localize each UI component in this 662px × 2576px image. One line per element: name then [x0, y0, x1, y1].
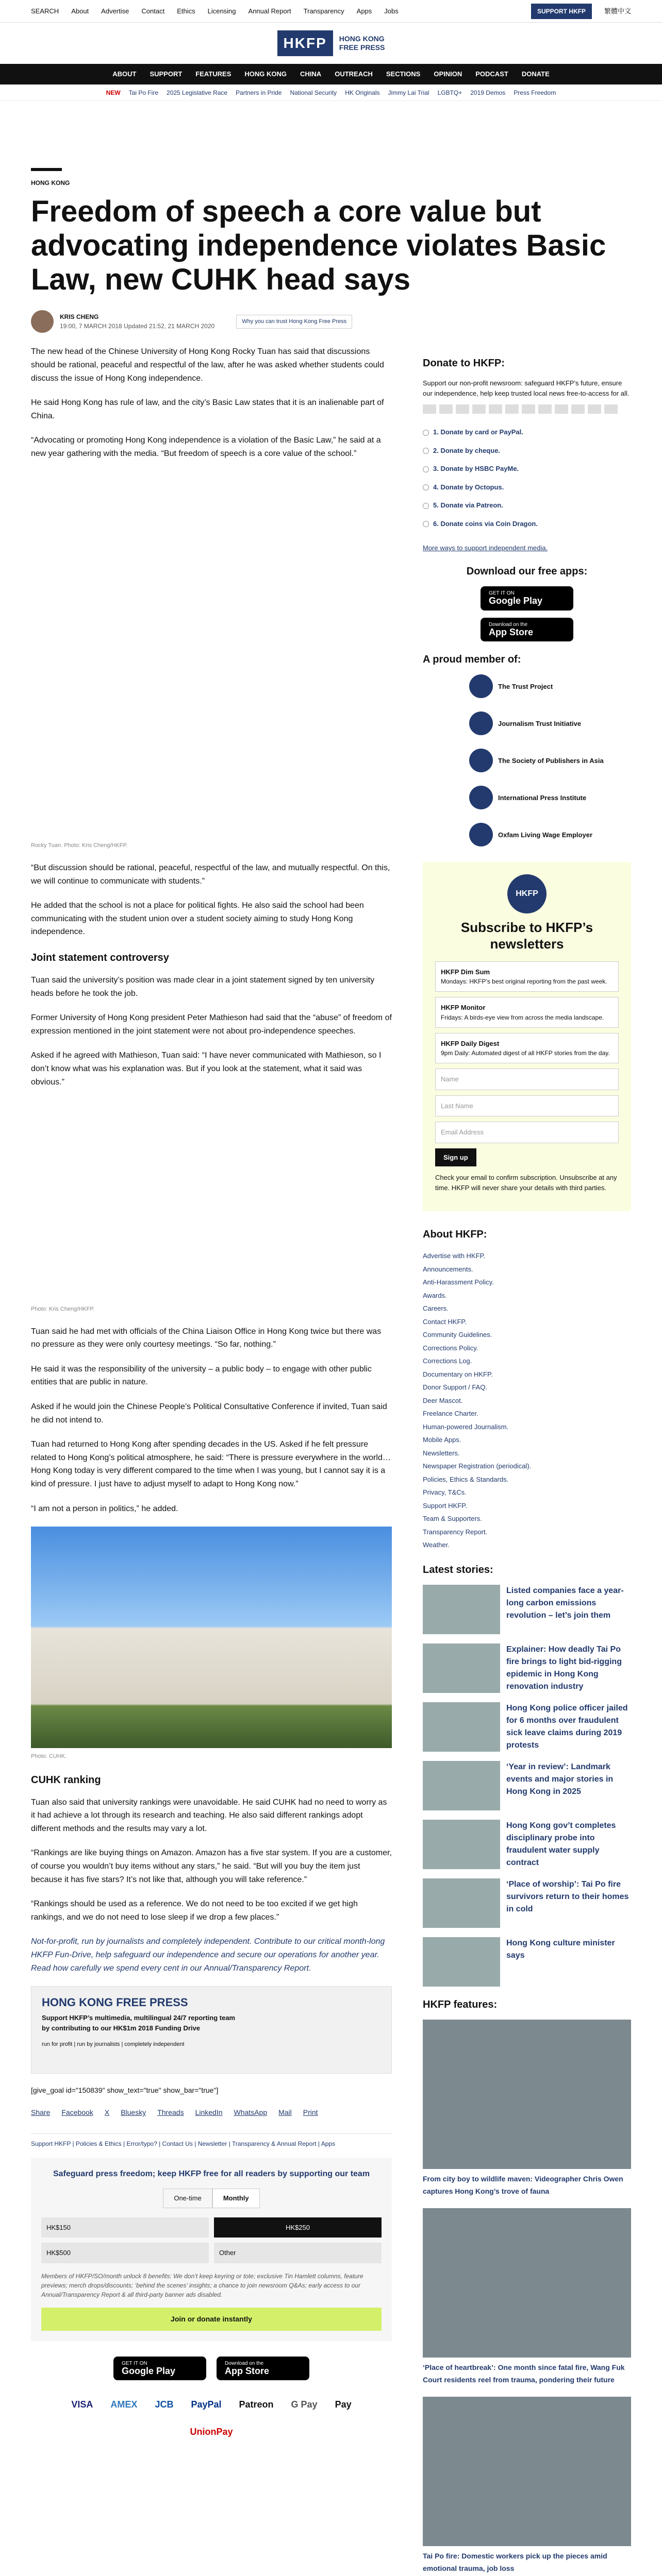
- latest-story[interactable]: ‘Year in review’: Landmark events and major stories in Hong Kong in 2025: [423, 1761, 631, 1810]
- topbar-link[interactable]: Contact: [141, 7, 165, 15]
- payment-methods: [57, 2396, 366, 2441]
- about-link[interactable]: Contact HKFP.: [423, 1317, 467, 1326]
- feature-image: [423, 2020, 631, 2169]
- tag-link[interactable]: Press Freedom: [514, 89, 556, 96]
- story-thumbnail: [423, 1878, 500, 1928]
- amount-option[interactable]: HK$150: [41, 2217, 209, 2238]
- share-mail[interactable]: Mail: [278, 2108, 292, 2117]
- about-link[interactable]: Announcements.: [423, 1265, 473, 1273]
- about-link[interactable]: Anti-Harassment Policy.: [423, 1278, 494, 1286]
- payment-icon: [604, 404, 618, 414]
- patreon-icon: Patreon: [239, 2399, 274, 2410]
- donate-method[interactable]: 3. Donate by HSBC PayMe.: [423, 460, 631, 478]
- article-dates: 19:00, 7 MARCH 2018 Updated 21:52, 21 MARCH 2020: [60, 323, 215, 330]
- nav-item[interactable]: ABOUT: [112, 70, 137, 78]
- language-toggle[interactable]: 繁體中文: [604, 7, 631, 15]
- paragraph: Asked if he would join the Chinese People’s Political Consultative Conference if invited, Tuan said he did not intend to.: [31, 1402, 387, 1425]
- about-link[interactable]: Newsletters.: [423, 1449, 460, 1457]
- member-trust-project[interactable]: The Trust Project: [469, 674, 631, 698]
- share-facebook[interactable]: Facebook: [61, 2108, 93, 2117]
- monthly-tab[interactable]: Monthly: [212, 2189, 260, 2208]
- latest-story[interactable]: Explainer: How deadly Tai Po fire brings to light bid-rigging epidemic in Hong Kong renovation industry: [423, 1643, 631, 1693]
- payment-icon: [571, 404, 585, 414]
- section-label[interactable]: HONG KONG: [31, 179, 70, 187]
- apple-pay-icon: Pay: [335, 2399, 352, 2410]
- more-ways-link[interactable]: More ways to support independent media.: [423, 544, 548, 552]
- nav-item[interactable]: OPINION: [434, 70, 462, 78]
- donate-method[interactable]: 1. Donate by card or PayPal.: [423, 423, 631, 442]
- story-thumbnail: [423, 1643, 500, 1693]
- share-linkedin[interactable]: LinkedIn: [195, 2108, 223, 2117]
- newsletter-title: Subscribe to HKFP’s newsletters: [460, 920, 593, 952]
- author-avatar: [31, 310, 54, 333]
- main-nav: [0, 64, 662, 84]
- topbar-link[interactable]: Annual Report: [248, 7, 291, 15]
- story-thumbnail: [423, 1937, 500, 1987]
- search-link[interactable]: SEARCH: [31, 7, 59, 15]
- paragraph: “Advocating or promoting Hong Kong independence is a violation of the Basic Law,” he said at a new year gathering with the media. “But freedom of speech is a core value of the school.”: [31, 436, 381, 458]
- share-x[interactable]: X: [104, 2108, 110, 2117]
- top-utility-bar: [0, 0, 662, 23]
- google-play-badge[interactable]: GET IT ON Google Play: [113, 2357, 206, 2381]
- amount-option[interactable]: HK$500: [41, 2243, 209, 2263]
- payment-icon: [588, 404, 601, 414]
- nav-item[interactable]: FEATURES: [195, 70, 231, 78]
- donate-widget: [31, 2158, 392, 2341]
- share-bar: [31, 2107, 392, 2118]
- about-link[interactable]: Team & Supporters.: [423, 1515, 482, 1523]
- sidebar-heading: Donate to HKFP:: [423, 358, 505, 369]
- about-link[interactable]: Privacy, T&Cs.: [423, 1488, 467, 1497]
- latest-story[interactable]: Hong Kong police officer jailed for 6 months over fraudulent sick leave claims during 2019 protests: [423, 1702, 631, 1752]
- nav-item[interactable]: PODCAST: [475, 70, 508, 78]
- new-badge: NEW: [106, 89, 121, 96]
- paragraph: He added that the school is not a place for political fights. He also said the school had been communicating with the student union over a student society aiming to study Hong Kong independence.: [31, 901, 364, 937]
- jti-logo: [469, 711, 493, 735]
- feature-image: [423, 2397, 631, 2546]
- about-link[interactable]: Policies, Ethics & Standards.: [423, 1475, 509, 1483]
- tag-link[interactable]: Partners in Pride: [236, 89, 282, 96]
- masthead-logo[interactable]: [0, 23, 662, 64]
- topbar-link[interactable]: Advertise: [101, 7, 129, 15]
- article-body: [31, 345, 392, 2576]
- member-sopa[interactable]: The Society of Publishers in Asia: [469, 749, 631, 772]
- fund-drive-promo[interactable]: Not-for-profit, run by journalists and completely independent. Contribute to our critical month-long HKFP Fun-Drive, help safeguard our independence and secure our operations for another year. Read how carefully we spend every cent in our Annual/Transparency Report.: [31, 1937, 385, 1973]
- donate-method[interactable]: 4. Donate by Octopus.: [423, 478, 631, 497]
- photo-caption: Photo: Kris Cheng/HKFP.: [31, 1306, 95, 1313]
- paragraph: Tuan also said that university rankings were unavoidable. He said CUHK had no need to worry as it had achieve a lot through its research and teaching. He also said different rankings adopt different methods and the results may vary a lot.: [31, 1798, 387, 1833]
- share-label[interactable]: Share: [31, 2108, 51, 2117]
- unionpay-icon: UnionPay: [190, 2427, 233, 2437]
- about-link[interactable]: Community Guidelines.: [423, 1331, 492, 1339]
- paragraph: “But discussion should be rational, peaceful, respectful of the law, and mutually respectful. On this, we will continue to communicate with students.”: [31, 863, 390, 886]
- newsletter-option[interactable]: HKFP Monitor Fridays: A birds-eye view from across the media landscape.: [435, 997, 619, 1028]
- nav-item[interactable]: HONG KONG: [244, 70, 287, 78]
- photo-caption: Photo: CUHK.: [31, 1753, 67, 1760]
- paragraph: Tuan said he had met with officials of the China Liaison Office in Hong Kong twice but there was no pressure as they were only courtesy meetings. “So far, nothing.”: [31, 1327, 382, 1349]
- topbar-link[interactable]: Apps: [356, 7, 372, 15]
- tag-link[interactable]: LGBTQ+: [437, 89, 462, 96]
- sidebar-heading: Download our free apps:: [466, 565, 588, 577]
- share-whatsapp[interactable]: WhatsApp: [234, 2108, 268, 2117]
- app-store-badge[interactable]: Download on the App Store: [217, 2357, 309, 2381]
- funding-drive-banner[interactable]: [31, 1986, 392, 2074]
- share-threads[interactable]: Threads: [157, 2108, 184, 2117]
- google-play-badge[interactable]: GET IT ON Google Play: [481, 586, 573, 611]
- about-link[interactable]: Weather.: [423, 1541, 450, 1549]
- payment-icon-grid: [423, 404, 631, 414]
- nav-item[interactable]: SECTIONS: [386, 70, 421, 78]
- story-thumbnail: [423, 1585, 500, 1634]
- feature-story[interactable]: From city boy to wildlife maven: Videographer Chris Owen captures Hong Kong’s trove of fauna: [423, 2020, 631, 2198]
- member-ipi[interactable]: International Press Institute: [469, 786, 631, 809]
- payment-icon: [472, 404, 486, 414]
- tag-link[interactable]: 2019 Demos: [470, 89, 506, 96]
- latest-story[interactable]: Hong Kong gov’t completes disciplinary probe into fraudulent water supply contract: [423, 1820, 631, 1869]
- feature-image: [423, 2208, 631, 2358]
- payment-icon: [555, 404, 568, 414]
- donate-method[interactable]: 6. Donate coins via Coin Dragon.: [423, 515, 631, 533]
- about-link[interactable]: Careers.: [423, 1304, 449, 1313]
- topbar-link[interactable]: Jobs: [384, 7, 399, 15]
- jcb-icon: JCB: [155, 2399, 174, 2410]
- about-link[interactable]: Advertise with HKFP.: [423, 1252, 486, 1260]
- subheading: Joint statement controversy: [31, 952, 169, 963]
- signup-button[interactable]: Sign up: [435, 1148, 476, 1167]
- share-bluesky[interactable]: Bluesky: [121, 2108, 146, 2117]
- share-print[interactable]: Print: [303, 2108, 318, 2117]
- trust-link[interactable]: Why you can trust Hong Kong Free Press: [236, 315, 352, 329]
- paragraph: Tuan had returned to Hong Kong after spending decades in the US. Asked if he felt pressure related to Hong Kong’s political atmosphere, he said: “There is pressure everywhere in the world… Hong Kong today is very different compared to the time when I was young, but I cannot say it is a kind of pressure. I just have to adjust myself to adapt to Hong Kong now.”: [31, 1440, 391, 1488]
- amount-option-selected[interactable]: HK$250: [214, 2217, 382, 2238]
- paragraph: Former University of Hong Kong president Peter Mathieson had said that the “abuse” of freedom of expression mentioned in the joint statement were not about pro-independence speeches.: [31, 1013, 392, 1036]
- feature-story[interactable]: Tai Po fire: Domestic workers pick up the pieces amid emotional trauma, job loss: [423, 2397, 631, 2575]
- member-jti[interactable]: Journalism Trust Initiative: [469, 711, 631, 735]
- paragraph: “I am not a person in politics,” he added.: [31, 1504, 178, 1513]
- article-footer-links[interactable]: Support HKFP | Policies & Ethics | Error/typo? | Contact Us | Newsletter | Transparency & Annual Report | Apps: [31, 2133, 392, 2148]
- cuhk-building-photo: [31, 1527, 392, 1748]
- give-shortcode: [give_goal id="150839" show_text="true" show_bar="true"]: [31, 2086, 219, 2095]
- about-link[interactable]: Corrections Log.: [423, 1357, 472, 1365]
- story-thumbnail: [423, 1761, 500, 1810]
- payment-icon: [538, 404, 552, 414]
- trust-project-logo: [469, 674, 493, 698]
- article-photo: [31, 471, 392, 837]
- payment-icon: [439, 404, 453, 414]
- name-input[interactable]: Name: [435, 1069, 619, 1090]
- app-store-badge[interactable]: Download on the App Store: [481, 618, 573, 642]
- last-name-input[interactable]: Last Name: [435, 1095, 619, 1117]
- paragraph: “Rankings should be used as a reference. We do not need to be too excited if we get high rankings, and we do not need to lose sleep if we drop a few places.”: [31, 1900, 358, 1922]
- sidebar-heading: A proud member of:: [423, 654, 521, 666]
- sidebar-heading: HKFP features:: [423, 1998, 498, 2010]
- payment-icon: [489, 404, 502, 414]
- support-hkfp-button[interactable]: SUPPORT HKFP: [531, 4, 592, 19]
- about-link[interactable]: Human-powered Journalism.: [423, 1422, 509, 1431]
- about-link[interactable]: Newspaper Registration (periodical).: [423, 1462, 532, 1470]
- one-time-tab[interactable]: One-time: [163, 2189, 212, 2208]
- about-link[interactable]: Donor Support / FAQ.: [423, 1383, 488, 1392]
- section-rule: [31, 168, 62, 171]
- donate-method[interactable]: 5. Donate via Patreon.: [423, 496, 631, 515]
- latest-story[interactable]: ‘Place of worship’: Tai Po fire survivors return to their homes in cold: [423, 1878, 631, 1928]
- topbar-link[interactable]: Ethics: [177, 7, 195, 15]
- tag-link[interactable]: HK Originals: [345, 89, 380, 96]
- byline: [31, 310, 631, 333]
- photo-caption: Rocky Tuan. Photo: Kris Cheng/HKFP.: [31, 842, 128, 849]
- payment-icon: [522, 404, 535, 414]
- newsletter-note: Check your email to confirm subscription. Unsubscribe at any time. HKFP will never share your details with third parties.: [435, 1174, 617, 1192]
- about-link[interactable]: Documentary on HKFP.: [423, 1370, 493, 1378]
- sidebar-heading: About HKFP:: [423, 1229, 487, 1241]
- member-oxfam[interactable]: Oxfam Living Wage Employer: [469, 823, 631, 846]
- sidebar: [423, 345, 631, 2576]
- app-badges: [31, 2357, 392, 2381]
- donate-submit-button[interactable]: Join or donate instantly: [41, 2308, 382, 2331]
- paragraph: He said it was the responsibility of the university – a public body – to engage with other public entities that are public in nature.: [31, 1364, 372, 1387]
- about-link[interactable]: Support HKFP.: [423, 1501, 467, 1510]
- amex-icon: AMEX: [110, 2399, 138, 2410]
- paragraph: Asked if he agreed with Mathieson, Tuan said: “I have never communicated with Mathieson, so I don’t know what was his explanation was. But if you look at the statement, what it said was obvious.”: [31, 1051, 382, 1087]
- nav-item[interactable]: OUTREACH: [335, 70, 373, 78]
- membership-note: Members of HKFP/SO/month unlock 8 benefits: We don’t keep keyring or tote; exclusive Tin Hamlett columns, feature previews; merch drops/discounts; ‘behind the scenes’ insights; a chance to join newsroom Q&As; early access to our Annual/Transparency Report & all third-party banner ads disabled.: [41, 2272, 363, 2298]
- frequency-toggle: [41, 2189, 382, 2208]
- trending-tags: [0, 84, 662, 101]
- nav-item[interactable]: DONATE: [521, 70, 550, 78]
- topbar-link[interactable]: Transparency: [303, 7, 344, 15]
- payment-icon: [423, 404, 436, 414]
- banner-title: HONG KONG FREE PRESS: [42, 1996, 188, 2009]
- about-link[interactable]: Freelance Charter.: [423, 1410, 478, 1418]
- amount-options: [41, 2217, 382, 2263]
- paragraph: Tuan said the university’s position was made clear in a joint statement signed by ten university heads before he took the job.: [31, 975, 375, 998]
- email-input[interactable]: Email Address: [435, 1122, 619, 1143]
- tag-link[interactable]: National Security: [290, 89, 337, 96]
- tag-link[interactable]: 2025 Legislative Race: [167, 89, 228, 96]
- logo-mark: HKFP: [277, 30, 333, 56]
- sidebar-heading: Latest stories:: [423, 1564, 493, 1575]
- ipi-logo: [469, 786, 493, 809]
- payment-icon: [456, 404, 469, 414]
- donate-methods: [423, 423, 631, 533]
- donate-method[interactable]: 2. Donate by cheque.: [423, 442, 631, 460]
- amount-option[interactable]: Other: [214, 2243, 382, 2263]
- paypal-icon: PayPal: [191, 2399, 222, 2410]
- latest-story[interactable]: Hong Kong culture minister says: [423, 1937, 631, 1987]
- subheading: CUHK ranking: [31, 1774, 101, 1786]
- newsletter-signup: [423, 862, 631, 1211]
- nav-item[interactable]: SUPPORT: [150, 70, 183, 78]
- story-thumbnail: [423, 1702, 500, 1752]
- article-photo: [31, 1100, 392, 1301]
- about-link[interactable]: Awards.: [423, 1291, 447, 1299]
- feature-story[interactable]: ‘Place of heartbreak’: One month since fatal fire, Wang Fuk Court residents reel from trauma, pondering their future: [423, 2208, 631, 2386]
- google-pay-icon: G Pay: [291, 2399, 318, 2410]
- topbar-link[interactable]: Licensing: [207, 7, 236, 15]
- newsletter-logo: HKFP: [507, 874, 547, 913]
- tag-link[interactable]: Jimmy Lai Trial: [388, 89, 429, 96]
- paragraph: “Rankings are like buying things on Amazon. Amazon has a five star system. If you are a customer, of course you wouldn’t buy items without any stars,” he said. “But will you buy the item just because it has five stars? It’s not like that, although you will take reference.”: [31, 1849, 392, 1884]
- about-link[interactable]: Mobile Apps.: [423, 1436, 461, 1444]
- visa-icon: VISA: [71, 2399, 93, 2410]
- about-links: [423, 1249, 631, 1552]
- author-name[interactable]: KRIS CHENG: [60, 313, 99, 321]
- banner-subtitle: Support HKFP’s multimedia, multilingual 24/7 reporting team by contributing to our HK$1m 2018 Funding Drive: [42, 2014, 236, 2032]
- latest-story[interactable]: Listed companies face a year-long carbon emissions revolution – let’s join them: [423, 1585, 631, 1634]
- about-link[interactable]: Corrections Policy.: [423, 1344, 478, 1352]
- tag-link[interactable]: Tai Po Fire: [128, 89, 159, 96]
- article-title: Freedom of speech a core value but advocating independence violates Basic Law, new CUHK head says: [31, 195, 606, 297]
- oxfam-logo: [469, 823, 493, 846]
- newsletter-option[interactable]: HKFP Dim Sum Mondays: HKFP’s best original reporting from the past week.: [435, 961, 619, 992]
- payment-icon: [505, 404, 519, 414]
- about-link[interactable]: Transparency Report.: [423, 1528, 488, 1536]
- nav-item[interactable]: CHINA: [300, 70, 322, 78]
- donate-blurb: Support our non-profit newsroom: safeguard HKFP’s future, ensure our independence, help keep trusted local news free-to-access for all.: [423, 379, 630, 397]
- logo-wordmark: HONG KONG FREE PRESS: [339, 35, 385, 52]
- paragraph: He said Hong Kong has rule of law, and the city’s Basic Law states that it is an inalienable part of China.: [31, 398, 384, 420]
- banner-tagline: run for profit | run by journalists | completely independent: [42, 2041, 185, 2048]
- sopa-logo: [469, 749, 493, 772]
- newsletter-option[interactable]: HKFP Daily Digest 9pm Daily: Automated digest of all HKFP stories from the day.: [435, 1033, 619, 1064]
- paragraph: The new head of the Chinese University of Hong Kong Rocky Tuan has said that discussions should be rational, peaceful and respectful of the law, after he was asked whether students could discuss the issue of Hong Kong independence.: [31, 347, 384, 383]
- about-link[interactable]: Deer Mascot.: [423, 1396, 463, 1404]
- donate-title: Safeguard press freedom; keep HKFP free for all readers by supporting our team: [53, 2170, 370, 2179]
- topbar-link[interactable]: About: [71, 7, 89, 15]
- story-thumbnail: [423, 1820, 500, 1869]
